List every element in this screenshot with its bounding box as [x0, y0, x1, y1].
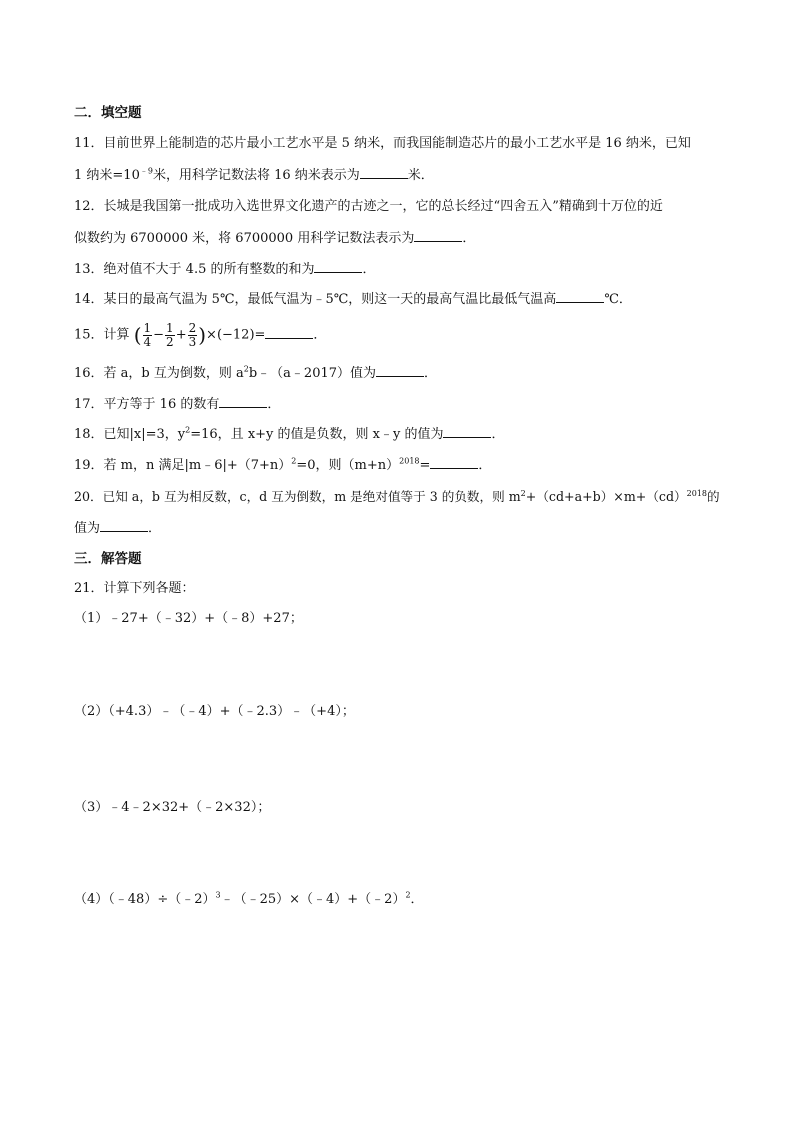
question-12-line-1: 12．长城是我国第一批成功入选世界文化遗产的古迹之一，它的总长经过“四舍五入”精确到十万位的近: [74, 199, 663, 214]
answer-blank[interactable]: [314, 260, 362, 273]
question-21-part-3: （3）﹣4﹣2×32+（﹣2×32）；: [74, 800, 271, 815]
question-21: 21．计算下列各题：: [74, 581, 195, 596]
answer-blank[interactable]: [360, 166, 408, 179]
answer-blank[interactable]: [100, 519, 148, 532]
answer-blank[interactable]: [430, 456, 478, 469]
question-21-part-2: （2）（+4.3）﹣（﹣4）+（﹣2.3）﹣（+4）；: [74, 704, 355, 719]
question-11-line-2: 1 纳米$=10^{﹣9}$米，用科学记数法将 16 纳米表示为 米．: [74, 166, 434, 183]
section-heading-solve: 三．解答题: [74, 551, 142, 567]
question-21-part-1: （1）﹣27+（﹣32）+（﹣8）+27；: [74, 611, 303, 626]
question-17: 17．平方等于 16 的数有 ．: [74, 397, 281, 412]
question-19: 19．若 m，n 满足$|m﹣6|+(7+n)^2=0$，则$(m+n)^{2018}=$ ．: [74, 456, 492, 473]
question-21-part-4: （4）（﹣48）÷（﹣2）$^3$﹣（﹣25）×（﹣4）+（﹣2）$^2$．: [74, 890, 424, 907]
question-11-line-1: 11．目前世界上能制造的芯片最小工艺水平是 5 纳米，而我国能制造芯片的最小工艺水平是 16 纳米，已知: [74, 136, 691, 151]
answer-blank[interactable]: [219, 395, 267, 408]
fraction: $\frac{1}{4}$: [143, 320, 152, 349]
answer-blank[interactable]: [556, 290, 604, 303]
question-12-line-2: 似数约为 6700000 米，将 6700000 用科学记数法表示为 ．: [74, 231, 476, 246]
answer-blank[interactable]: [376, 364, 424, 377]
question-14: 14．某日的最高气温为 5℃，最低气温为﹣5℃，则这一天的最高气温比最低气温高 ℃．: [74, 292, 632, 307]
question-15: 15．计算 ( $\frac{1}{4}$ − $\frac{1}{2}$ + $\frac{2}{3}$ )×(−12)= ．: [74, 320, 327, 349]
answer-blank[interactable]: [265, 326, 313, 339]
question-16: 16．若 a，b 互为倒数，则 $a^2b﹣(a﹣2017)$值为 ．: [74, 364, 438, 381]
section-heading-fill-in: 二．填空题: [74, 105, 142, 121]
question-18: 18．已知|x|=3，$y^2=16$，且 x+y 的值是负数，则 x﹣y 的值为 ．: [74, 425, 505, 442]
question-13: 13．绝对值不大于 4.5 的所有整数的和为 ．: [74, 262, 376, 277]
answer-blank[interactable]: [443, 425, 491, 438]
question-20-line-1: 20．已知 a，b 互为相反数，c，d 互为倒数，m 是绝对值等于 3 的负数，则 $m^2+(cd+a+b)\times m+(cd)^{2018}$的: [74, 488, 720, 504]
question-20-line-2: 值为 ．: [74, 521, 162, 536]
fraction: $\frac{1}{2}$: [166, 320, 174, 349]
answer-blank[interactable]: [414, 229, 462, 242]
fraction: $\frac{2}{3}$: [188, 320, 197, 349]
